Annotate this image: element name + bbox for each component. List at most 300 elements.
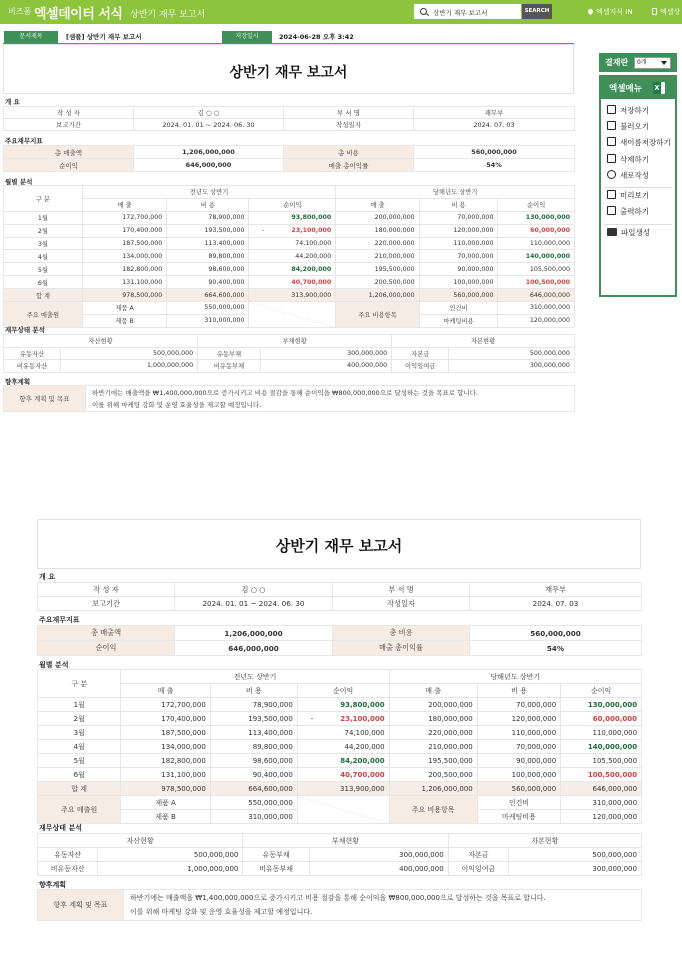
prev-profit-cell: 74,100,000 [276, 237, 335, 250]
labor-cost-value: 310,000,000 [561, 796, 642, 810]
prev-sign-cell [297, 740, 326, 754]
product-b-label: 제품 B [121, 810, 210, 824]
asset-value: 500,000,000 [61, 347, 198, 360]
monthly-row [38, 754, 642, 768]
refresh-icon [607, 170, 616, 179]
labor-cost-value: 310,000,000 [498, 302, 575, 315]
location-pin-icon [587, 8, 594, 15]
prev-cost-cell: 98,600,000 [210, 754, 297, 768]
curr-profit-cell: 60,000,000 [498, 224, 575, 237]
logo-title[interactable]: 엑셀데이터 서식 [34, 7, 123, 22]
preview-author-value: 김 ○ ○ [175, 583, 333, 597]
menu-delete[interactable] [607, 153, 649, 167]
labor-cost-label: 인건비 [477, 796, 560, 810]
saved-time-tag: 저장일시 [222, 31, 272, 43]
prev-sign-cell [297, 754, 326, 768]
equity-label: 자본금 [448, 848, 508, 862]
liability-value: 400,000,000 [309, 862, 448, 876]
marketing-cost-label: 마케팅비용 [477, 810, 560, 824]
preview-author-label: 작 성 자 [38, 583, 175, 597]
curr-sales-cell: 195,500,000 [336, 263, 419, 276]
curr-cost-cell: 90,000,000 [419, 263, 498, 276]
revenue-source-label: 주요 매출원 [4, 302, 83, 328]
doc-title-value: [샘플] 상반기 재무 보고서 [66, 33, 142, 41]
prev-sign-cell [249, 250, 276, 263]
menu-save-as-label: 새이름저장하기 [620, 138, 671, 147]
financial-table [3, 334, 575, 373]
liability-label: 비유동부채 [198, 360, 261, 373]
preview-total-sales-label: 총 매출액 [38, 626, 175, 641]
product-a-label: 제품 A [82, 302, 167, 315]
curr-sales-cell: 220,000,000 [336, 237, 419, 250]
approval-bar [599, 53, 677, 72]
empty-diagonal-cell [297, 796, 389, 824]
prev-sales-cell: 182,800,000 [82, 263, 167, 276]
marketing-cost-label: 마케팅비용 [419, 314, 498, 327]
monthly-row [4, 263, 575, 276]
product-b-value: 310,000,000 [167, 314, 249, 327]
total-sales-label: 총 매출액 [4, 146, 134, 159]
search-box [414, 4, 521, 19]
total-curr-cost: 560,000,000 [477, 782, 560, 796]
prev-cost-cell: 98,600,000 [167, 263, 249, 276]
prev-cost-cell: 193,500,000 [210, 712, 297, 726]
month-label: 4월 [38, 740, 121, 754]
prev-sales-cell: 134,000,000 [121, 740, 210, 754]
menu-new-label: 새로작성 [620, 171, 649, 180]
report-print-preview [37, 519, 641, 929]
prev-cost-cell: 113,400,000 [210, 726, 297, 740]
preview-report-title: 상반기 재무 보고서 [275, 537, 403, 555]
menu-preview-label: 미리보기 [620, 191, 649, 200]
liability-value: 300,000,000 [260, 347, 391, 360]
total-prev-cost: 664,600,000 [210, 782, 297, 796]
prev-cost-cell: 193,500,000 [167, 224, 249, 237]
equity-header: 자본현황 [448, 834, 641, 848]
preview-kpi-table [37, 625, 642, 656]
preview-total-cost-value: 560,000,000 [470, 626, 642, 641]
equity-label: 이익잉여금 [392, 360, 449, 373]
asset-value: 1,000,000,000 [98, 862, 243, 876]
curr-sales-header: 매 출 [389, 684, 477, 698]
total-sales-value[interactable]: 1,206,000,000 [134, 146, 284, 159]
month-label: 5월 [38, 754, 121, 768]
prev-sales-cell: 170,400,000 [121, 712, 210, 726]
total-prev-cost: 664,600,000 [167, 289, 249, 302]
preview-net-profit-value: 646,000,000 [175, 641, 333, 656]
revenue-source-row-1 [38, 796, 642, 810]
marketing-cost-value: 120,000,000 [561, 810, 642, 824]
financial-row [4, 360, 575, 373]
curr-profit-cell: 60,000,000 [561, 712, 642, 726]
monthly-row [38, 726, 642, 740]
period-label: 보고기간 [4, 119, 134, 131]
curr-cost-cell: 120,000,000 [477, 712, 560, 726]
excel-knowledge-label: 엑셀지식 IN [596, 8, 633, 16]
prev-profit-cell: 23,100,000 [326, 712, 389, 726]
curr-sales-cell: 180,000,000 [389, 712, 477, 726]
equity-label: 이익잉여금 [448, 862, 508, 876]
curr-profit-cell: 100,500,000 [561, 768, 642, 782]
total-curr-cost: 560,000,000 [419, 289, 498, 302]
prev-cost-header: 비 용 [210, 684, 297, 698]
overview-table [3, 106, 575, 131]
print-icon [607, 206, 616, 215]
preview-title-box [37, 519, 641, 569]
asset-label: 비유동자산 [38, 862, 98, 876]
curr-profit-cell: 130,000,000 [498, 211, 575, 224]
date-value[interactable]: 2024. 07. 03 [414, 119, 575, 131]
prev-profit-cell: 93,800,000 [276, 211, 335, 224]
prev-sales-header: 매 출 [82, 198, 167, 211]
month-label: 6월 [4, 276, 83, 289]
margin-value[interactable]: 54% [414, 159, 575, 172]
net-profit-value[interactable]: 646,000,000 [134, 159, 284, 172]
prev-sales-cell: 172,700,000 [82, 211, 167, 224]
preview-financial-table [37, 833, 642, 876]
menu-divider-1 [604, 187, 672, 188]
prev-cost-cell: 113,400,000 [167, 237, 249, 250]
curr-cost-cell: 90,000,000 [477, 754, 560, 768]
excel-menu-header [601, 77, 675, 99]
month-label: 2월 [4, 224, 83, 237]
curr-profit-cell: 140,000,000 [561, 740, 642, 754]
marketing-cost-value: 120,000,000 [498, 314, 575, 327]
preview-monthly-table [37, 669, 642, 824]
save-as-icon [607, 137, 616, 146]
financial-row [38, 862, 642, 876]
prev-profit-header: 순이익 [249, 198, 336, 211]
monthly-row [38, 740, 642, 754]
prev-sales-header: 매 출 [121, 684, 210, 698]
curr-cost-cell: 110,000,000 [419, 237, 498, 250]
preview-plan-line-1: 하반기에는 매출액을 ₩1,400,000,000으로 증가시키고 비용 절감을 통해 순이익을 ₩800,000,000으로 달성하는 것을 목표로 합니다. [130, 894, 546, 902]
menu-create-file[interactable] [607, 226, 650, 240]
curr-sales-cell: 220,000,000 [389, 726, 477, 740]
equity-value: 500,000,000 [449, 347, 575, 360]
plan-content[interactable] [86, 386, 575, 412]
curr-profit-cell: 110,000,000 [561, 726, 642, 740]
asset-label: 유동자산 [4, 347, 61, 360]
preview-date-label: 작성일자 [333, 597, 470, 611]
asset-label: 유동자산 [38, 848, 98, 862]
monthly-row [4, 250, 575, 263]
prev-cost-cell: 89,800,000 [167, 250, 249, 263]
prev-sales-cell: 187,500,000 [82, 237, 167, 250]
liability-label: 유동부채 [198, 347, 261, 360]
monitor-icon [607, 190, 616, 199]
search-icon [420, 8, 427, 15]
dept-value[interactable]: 재무부 [414, 107, 575, 119]
curr-cost-cell: 120,000,000 [419, 224, 498, 237]
prev-year-header: 전년도 상반기 [82, 186, 335, 199]
curr-profit-header: 순이익 [561, 684, 642, 698]
net-profit-label: 순이익 [4, 159, 134, 172]
logo-small[interactable]: 비즈폼 [8, 7, 32, 16]
liabilities-header: 부채현황 [243, 834, 448, 848]
financial-header-row [38, 834, 642, 848]
monthly-header-row-1 [4, 186, 575, 199]
preview-plan-label: 향후 계획 및 목표 [38, 890, 124, 921]
prev-profit-cell: 93,800,000 [326, 698, 389, 712]
product-a-value: 550,000,000 [210, 796, 297, 810]
preview-section-monthly: 월별 분석 [39, 661, 69, 669]
prev-profit-cell: 74,100,000 [326, 726, 389, 740]
menu-new[interactable] [607, 169, 649, 183]
curr-profit-cell: 110,000,000 [498, 237, 575, 250]
curr-cost-cell: 70,000,000 [419, 250, 498, 263]
folder-icon [607, 228, 617, 236]
curr-cost-cell: 70,000,000 [477, 740, 560, 754]
preview-section-kpi: 주요재무지표 [39, 616, 80, 624]
empty-diagonal-cell [249, 302, 336, 328]
total-cost-value[interactable]: 560,000,000 [414, 146, 575, 159]
financial-row [38, 848, 642, 862]
section-kpi: 주요재무지표 [5, 137, 43, 145]
curr-profit-cell: 105,500,000 [498, 263, 575, 276]
prev-sign-cell [297, 726, 326, 740]
asset-value: 500,000,000 [98, 848, 243, 862]
section-plan: 향후계획 [5, 378, 31, 386]
menu-save-as[interactable] [607, 136, 671, 150]
current-document-name: 상반기 재무 보고서 [130, 10, 206, 20]
curr-profit-cell: 130,000,000 [561, 698, 642, 712]
curr-sales-header: 매 출 [336, 198, 419, 211]
product-b-label: 제품 B [82, 314, 167, 327]
revenue-source-row-1 [4, 302, 575, 315]
preview-section-plan: 향후계획 [39, 881, 67, 889]
preview-margin-label: 매출 총이익률 [333, 641, 470, 656]
month-label: 4월 [4, 250, 83, 263]
plan-label: 향후 계획 및 목표 [4, 386, 86, 412]
prev-year-header: 전년도 상반기 [121, 670, 389, 684]
gubun-header: 구 분 [4, 186, 83, 212]
phone-icon [652, 8, 657, 15]
menu-save[interactable] [607, 104, 649, 118]
equity-value: 500,000,000 [509, 848, 642, 862]
prev-sign-cell [297, 698, 326, 712]
menu-delete-label: 삭제하기 [620, 155, 649, 164]
prev-sign-cell [297, 768, 326, 782]
section-overview: 개 요 [5, 98, 20, 106]
equity-header: 자본현황 [392, 335, 575, 348]
prev-profit-cell: 44,200,000 [326, 740, 389, 754]
monthly-row [38, 698, 642, 712]
expense-item-label: 주요 비용항목 [336, 302, 419, 328]
report-sheet [3, 44, 574, 414]
curr-profit-header: 순이익 [498, 198, 575, 211]
prev-cost-cell: 90,400,000 [210, 768, 297, 782]
menu-divider-2 [604, 224, 672, 225]
revenue-source-label: 주요 매출원 [38, 796, 121, 824]
preview-total-cost-label: 총 비용 [333, 626, 470, 641]
prev-profit-header: 순이익 [297, 684, 389, 698]
monthly-row [38, 768, 642, 782]
excel-menu [599, 75, 677, 297]
save-icon [607, 105, 616, 114]
curr-sales-cell: 200,000,000 [389, 698, 477, 712]
menu-create-file-label: 파일생성 [621, 228, 650, 237]
curr-sales-cell: 200,000,000 [336, 211, 419, 224]
preview-plan-content [124, 890, 642, 921]
preview-overview-table [37, 582, 642, 611]
month-label: 1월 [4, 211, 83, 224]
preview-period-label: 보고기간 [38, 597, 175, 611]
total-prev-sales: 978,500,000 [121, 782, 210, 796]
load-icon [607, 121, 616, 130]
curr-cost-cell: 70,000,000 [419, 211, 498, 224]
product-b-value: 310,000,000 [210, 810, 297, 824]
curr-cost-cell: 100,000,000 [477, 768, 560, 782]
liabilities-header: 부채현황 [198, 335, 392, 348]
curr-year-header: 당해년도 상반기 [389, 670, 641, 684]
prev-sign-cell: - [249, 224, 276, 237]
prev-profit-cell: 40,700,000 [276, 276, 335, 289]
curr-profit-cell: 105,500,000 [561, 754, 642, 768]
preview-dept-value: 재무부 [470, 583, 642, 597]
curr-sales-cell: 180,000,000 [336, 224, 419, 237]
monthly-table [3, 185, 575, 328]
total-label: 합 계 [38, 782, 121, 796]
curr-profit-cell: 100,500,000 [498, 276, 575, 289]
assets-header: 자산현황 [38, 834, 243, 848]
prev-sales-cell: 182,800,000 [121, 754, 210, 768]
period-value[interactable]: 2024. 01. 01 ~ 2024. 06. 30 [134, 119, 284, 131]
preview-section-financial: 재무상태 분석 [39, 824, 83, 832]
labor-cost-label: 인건비 [419, 302, 498, 315]
prev-sales-cell: 172,700,000 [121, 698, 210, 712]
liability-label: 유동부채 [243, 848, 309, 862]
preview-margin-value: 54% [470, 641, 642, 656]
section-monthly: 월별 분석 [5, 178, 33, 186]
preview-net-profit-label: 순이익 [38, 641, 175, 656]
prev-sales-cell: 170,400,000 [82, 224, 167, 237]
curr-cost-cell: 110,000,000 [477, 726, 560, 740]
total-cost-label: 총 비용 [284, 146, 414, 159]
author-value[interactable]: 김 ○ ○ [134, 107, 284, 119]
margin-label: 매출 총이익률 [284, 159, 414, 172]
top-bar [0, 0, 682, 24]
curr-year-header: 당해년도 상반기 [336, 186, 575, 199]
excel-knowledge-link[interactable] [588, 7, 633, 17]
total-curr-sales: 1,206,000,000 [336, 289, 419, 302]
menu-save-label: 저장하기 [620, 106, 649, 115]
total-prev-profit: 313,900,000 [249, 289, 336, 302]
plan-line-2: 이를 위해 마케팅 강화 및 운영 효율성을 제고할 예정입니다. [92, 400, 262, 409]
contact-link[interactable] [652, 7, 680, 17]
month-label: 3월 [4, 237, 83, 250]
financial-row [4, 347, 575, 360]
prev-sign-cell [249, 276, 276, 289]
prev-profit-cell: 84,200,000 [326, 754, 389, 768]
approval-label: 결재란 [605, 58, 629, 67]
monthly-total-row [4, 289, 575, 302]
liability-value: 400,000,000 [260, 360, 391, 373]
gubun-header: 구 분 [38, 670, 121, 698]
curr-sales-cell: 200,500,000 [389, 768, 477, 782]
curr-sales-cell: 210,000,000 [336, 250, 419, 263]
total-curr-sales: 1,206,000,000 [389, 782, 477, 796]
monthly-row [4, 276, 575, 289]
month-label: 5월 [4, 263, 83, 276]
curr-sales-cell: 200,500,000 [336, 276, 419, 289]
menu-print-label: 출력하기 [620, 207, 649, 216]
preview-section-overview: 개 요 [39, 573, 55, 581]
prev-sales-cell: 187,500,000 [121, 726, 210, 740]
equity-value: 300,000,000 [449, 360, 575, 373]
monthly-row [4, 211, 575, 224]
curr-cost-header: 비 용 [477, 684, 560, 698]
expense-item-label: 주요 비용항목 [389, 796, 477, 824]
total-curr-profit: 646,000,000 [561, 782, 642, 796]
approval-select[interactable]: 0개 [634, 57, 671, 69]
excel-menu-title: 엑셀메뉴 [609, 84, 642, 94]
search-input[interactable] [433, 7, 519, 17]
monthly-header-row-2 [4, 198, 575, 211]
product-a-label: 제품 A [121, 796, 210, 810]
menu-load[interactable] [607, 120, 649, 134]
asset-label: 비유동자산 [4, 360, 61, 373]
asset-value: 1,000,000,000 [61, 360, 198, 373]
monthly-total-row [38, 782, 642, 796]
prev-cost-cell: 78,900,000 [210, 698, 297, 712]
prev-sales-cell: 131,100,000 [121, 768, 210, 782]
curr-profit-cell: 140,000,000 [498, 250, 575, 263]
curr-cost-cell: 100,000,000 [419, 276, 498, 289]
monthly-row [4, 224, 575, 237]
monthly-header-row-2 [38, 684, 642, 698]
prev-cost-cell: 90,400,000 [167, 276, 249, 289]
monthly-row [38, 712, 642, 726]
equity-label: 자본금 [392, 347, 449, 360]
menu-print[interactable] [607, 205, 649, 219]
financial-header-row [4, 335, 575, 348]
saved-time-value: 2024-06-28 오후 3:42 [279, 33, 354, 41]
preview-total-sales-value: 1,206,000,000 [175, 626, 333, 641]
search-button[interactable]: SEARCH [522, 4, 552, 19]
excel-logo-icon [653, 82, 665, 94]
prev-profit-cell: 40,700,000 [326, 768, 389, 782]
total-prev-sales: 978,500,000 [82, 289, 167, 302]
plan-line-1: 하반기에는 매출액을 ₩1,400,000,000으로 증가시키고 비용 절감을 통해 순이익을 ₩800,000,000으로 달성하는 것을 목표로 합니다. [92, 388, 479, 397]
liability-label: 비유동부채 [243, 862, 309, 876]
author-label: 작 성 자 [4, 107, 134, 119]
plan-table [3, 385, 575, 412]
month-label: 6월 [38, 768, 121, 782]
document-info-bar [3, 31, 574, 44]
preview-date-value: 2024. 07. 03 [470, 597, 642, 611]
prev-sign-cell [249, 211, 276, 224]
curr-cost-cell: 70,000,000 [477, 698, 560, 712]
total-prev-profit: 313,900,000 [297, 782, 389, 796]
report-title-box [3, 44, 574, 94]
total-label: 합 계 [4, 289, 83, 302]
prev-sales-cell: 134,000,000 [82, 250, 167, 263]
prev-sign-cell [249, 237, 276, 250]
prev-sales-cell: 131,100,000 [82, 276, 167, 289]
month-label: 1월 [38, 698, 121, 712]
monthly-header-row-1 [38, 670, 642, 684]
menu-preview[interactable] [607, 189, 649, 203]
menu-load-label: 불러오기 [620, 122, 649, 131]
monthly-row [4, 237, 575, 250]
prev-sign-cell: - [297, 712, 326, 726]
prev-cost-header: 비 용 [167, 198, 249, 211]
total-curr-profit: 646,000,000 [498, 289, 575, 302]
kpi-table [3, 145, 575, 172]
prev-profit-cell: 44,200,000 [276, 250, 335, 263]
preview-dept-label: 부 서 명 [333, 583, 470, 597]
